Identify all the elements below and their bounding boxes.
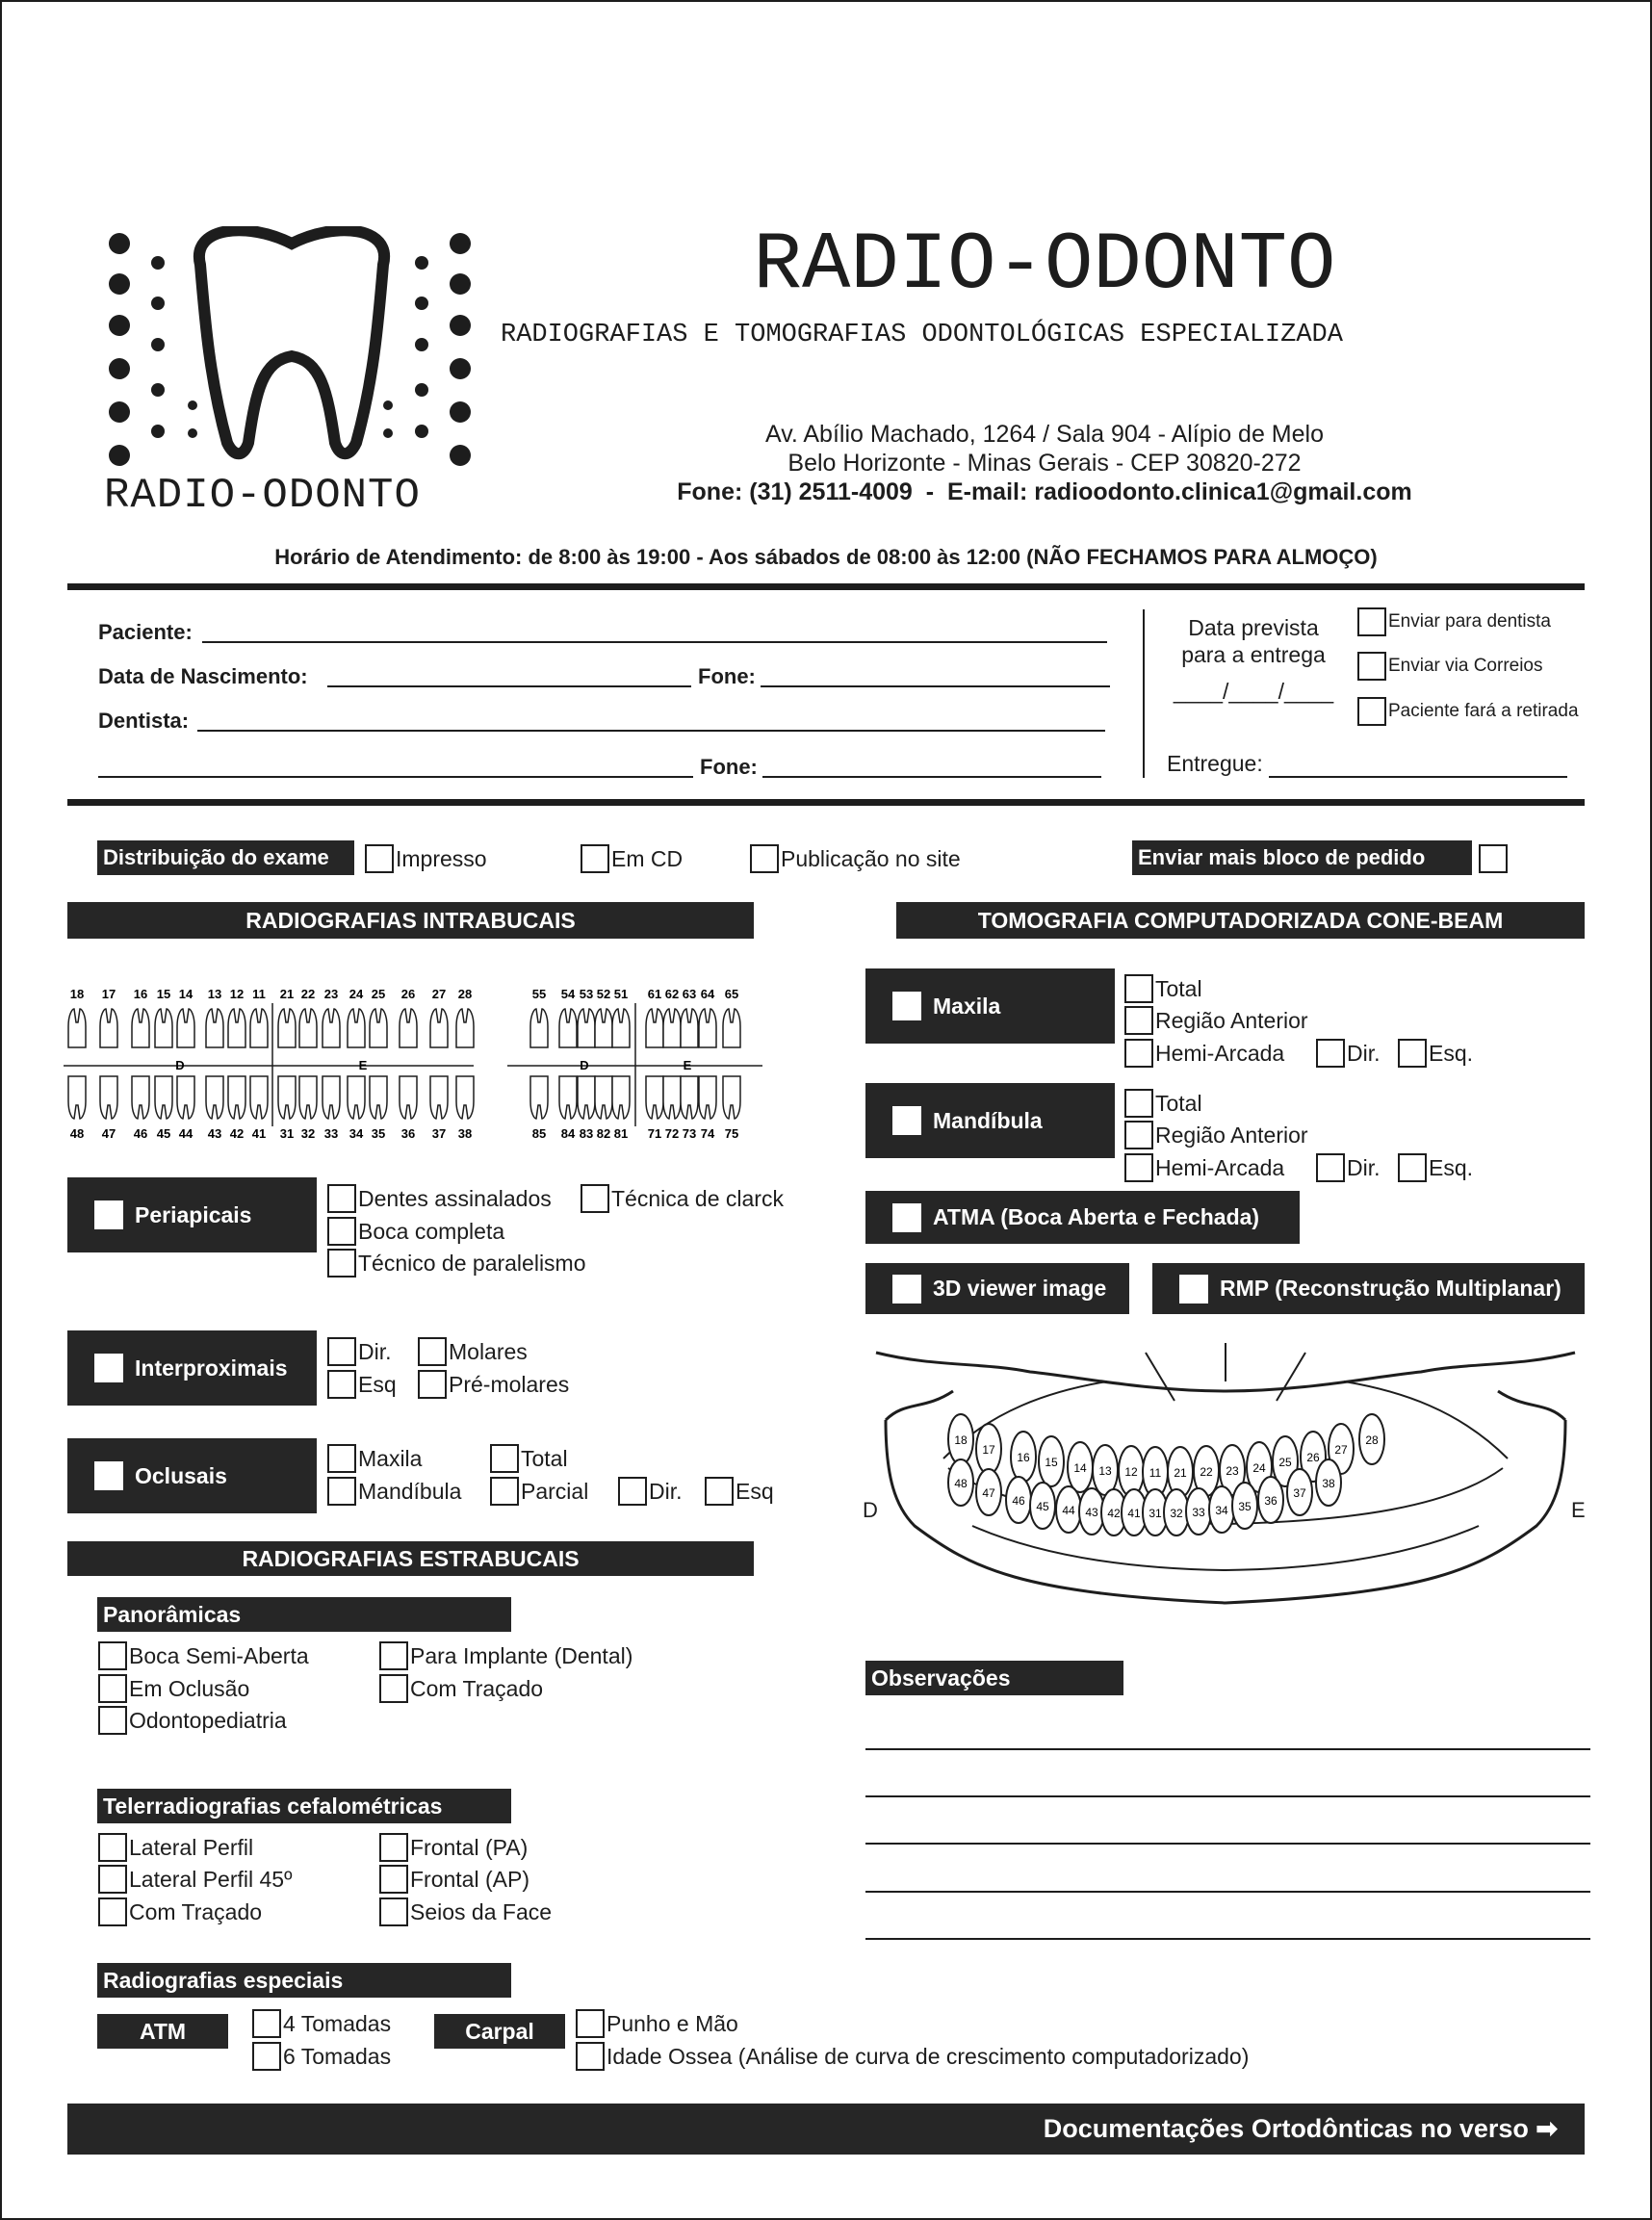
tooth-11[interactable] bbox=[250, 1009, 268, 1047]
address-line-2: Belo Horizonte - Minas Gerais - CEP 30820-272 bbox=[787, 450, 1302, 477]
panoramicas-label: Panorâmicas bbox=[97, 1597, 511, 1632]
pano-lower-tooth-label-46: 46 bbox=[1012, 1494, 1025, 1508]
option-maxila-hemi-arcada[interactable]: Hemi-Arcada bbox=[1124, 1039, 1284, 1068]
checkbox[interactable] bbox=[576, 2042, 605, 2071]
tooth-number-26: 26 bbox=[400, 987, 416, 1001]
tooth-number-23: 23 bbox=[323, 987, 339, 1001]
pano-upper-tooth-label-14: 14 bbox=[1073, 1461, 1087, 1475]
dec-side-e: E bbox=[683, 1058, 692, 1072]
tooth-64[interactable] bbox=[699, 1009, 716, 1047]
option-4-tomadas[interactable]: 4 Tomadas bbox=[252, 2009, 391, 2038]
interproximais-box[interactable]: Interproximais bbox=[67, 1330, 317, 1406]
divider-middle bbox=[67, 799, 1585, 806]
tooth-number-62: 62 bbox=[664, 987, 680, 1001]
tooth-62[interactable] bbox=[663, 1009, 681, 1047]
tooth-37[interactable] bbox=[430, 1076, 448, 1119]
tooth-81[interactable] bbox=[612, 1076, 630, 1119]
tooth-number-64: 64 bbox=[700, 987, 715, 1001]
tooth-number-47: 47 bbox=[101, 1126, 116, 1141]
checkbox[interactable] bbox=[98, 1865, 127, 1894]
checkbox[interactable] bbox=[327, 1370, 356, 1399]
oclusais-box[interactable]: Oclusais bbox=[67, 1438, 317, 1513]
mandibula-box[interactable]: Mandíbula bbox=[865, 1083, 1115, 1158]
checkbox[interactable] bbox=[892, 1275, 921, 1304]
rmp-box[interactable]: RMP (Reconstrução Multiplanar) bbox=[1152, 1263, 1585, 1314]
tooth-number-65: 65 bbox=[724, 987, 739, 1001]
pano-upper-tooth-label-27: 27 bbox=[1334, 1443, 1348, 1457]
option-odontopediatria[interactable]: Odontopediatria bbox=[98, 1706, 287, 1735]
tooth-35[interactable] bbox=[370, 1076, 387, 1119]
tooth-number-46: 46 bbox=[133, 1126, 148, 1141]
checkbox[interactable] bbox=[98, 1897, 127, 1926]
checkbox[interactable] bbox=[365, 844, 394, 873]
option-paralelismo[interactable]: Técnico de paralelismo bbox=[327, 1249, 586, 1278]
dentista-label: Dentista: bbox=[98, 709, 190, 733]
tooth-number-53: 53 bbox=[579, 987, 594, 1001]
pano-upper-tooth-label-28: 28 bbox=[1365, 1433, 1379, 1447]
fone-field[interactable] bbox=[761, 660, 1110, 687]
option-para-implante[interactable]: Para Implante (Dental) bbox=[379, 1641, 632, 1670]
especiais-label: Radiografias especiais bbox=[97, 1963, 511, 1998]
obs-line-1[interactable] bbox=[865, 1723, 1590, 1750]
tooth-number-54: 54 bbox=[560, 987, 576, 1001]
checkbox[interactable] bbox=[379, 1641, 408, 1670]
checkbox[interactable] bbox=[1124, 1039, 1153, 1068]
tooth-31[interactable] bbox=[278, 1076, 296, 1119]
pano-lower-tooth-label-41: 41 bbox=[1127, 1507, 1141, 1520]
observacoes-label: Observações bbox=[865, 1661, 1123, 1695]
pano-upper-tooth-label-18: 18 bbox=[954, 1433, 968, 1447]
option-oclusal-esq[interactable]: Esq bbox=[705, 1477, 774, 1506]
tooth-23[interactable] bbox=[323, 1009, 340, 1047]
tooth-74[interactable] bbox=[699, 1076, 716, 1119]
checkbox[interactable] bbox=[252, 2009, 281, 2038]
tooth-21[interactable] bbox=[278, 1009, 296, 1047]
checkbox[interactable] bbox=[98, 1674, 127, 1703]
delivery-title-2: para a entrega bbox=[1181, 642, 1326, 667]
pano-upper-tooth-label-22: 22 bbox=[1200, 1465, 1213, 1479]
checkbox[interactable] bbox=[1398, 1153, 1427, 1182]
checkbox[interactable] bbox=[581, 844, 609, 873]
dentista-field[interactable] bbox=[197, 705, 1105, 732]
tooth-24[interactable] bbox=[348, 1009, 365, 1047]
option-dentes-assinalados[interactable]: Dentes assinalados bbox=[327, 1184, 552, 1213]
option-mandibula-total[interactable]: Total bbox=[1124, 1089, 1202, 1118]
tooth-48[interactable] bbox=[68, 1076, 86, 1119]
tooth-number-73: 73 bbox=[682, 1126, 697, 1141]
vertical-divider bbox=[1143, 609, 1145, 778]
footer-bar bbox=[67, 2104, 1585, 2155]
option-more-requests[interactable] bbox=[1479, 844, 1510, 873]
tooth-number-83: 83 bbox=[579, 1126, 594, 1141]
option-oclusal-maxila[interactable]: Maxila bbox=[327, 1444, 422, 1473]
checkbox[interactable] bbox=[1124, 1121, 1153, 1149]
pano-upper-tooth-label-11: 11 bbox=[1149, 1466, 1162, 1480]
tooth-16[interactable] bbox=[132, 1009, 149, 1047]
option-idade-ossea[interactable]: Idade Ossea (Análise de curva de crescimento computadorizado) bbox=[576, 2042, 1249, 2071]
pano-upper-tooth-label-17: 17 bbox=[982, 1443, 995, 1457]
perm-side-e: E bbox=[358, 1058, 368, 1072]
pano-lower-tooth-label-33: 33 bbox=[1192, 1506, 1205, 1519]
checkbox[interactable] bbox=[581, 1184, 609, 1213]
tooth-71[interactable] bbox=[646, 1076, 663, 1119]
option-pano-com-tracado[interactable]: Com Traçado bbox=[379, 1674, 543, 1703]
option-tele-com-tracado[interactable]: Com Traçado bbox=[98, 1897, 262, 1926]
tooth-34[interactable] bbox=[348, 1076, 365, 1119]
paciente-label: Paciente: bbox=[98, 620, 193, 644]
pano-upper-tooth-label-12: 12 bbox=[1124, 1465, 1138, 1479]
option-pre-molares[interactable]: Pré-molares bbox=[418, 1370, 569, 1399]
tooth-number-27: 27 bbox=[431, 987, 447, 1001]
brand-name: RADIO-ODONTO bbox=[753, 220, 1336, 312]
tooth-75[interactable] bbox=[723, 1076, 740, 1119]
tooth-number-44: 44 bbox=[178, 1126, 194, 1141]
tooth-38[interactable] bbox=[456, 1076, 474, 1119]
tooth-number-14: 14 bbox=[178, 987, 194, 1001]
tooth-number-16: 16 bbox=[133, 987, 148, 1001]
option-molares[interactable]: Molares bbox=[418, 1337, 528, 1366]
pano-lower-tooth-label-42: 42 bbox=[1107, 1507, 1121, 1520]
distribution-label: Distribuição do exame bbox=[97, 840, 354, 875]
checkbox[interactable] bbox=[327, 1217, 356, 1246]
checkbox[interactable] bbox=[576, 2009, 605, 2038]
pano-upper-tooth-label-26: 26 bbox=[1306, 1451, 1320, 1464]
tooth-number-42: 42 bbox=[229, 1126, 245, 1141]
tooth-47[interactable] bbox=[100, 1076, 117, 1119]
option-lateral-perfil[interactable]: Lateral Perfil bbox=[98, 1833, 253, 1862]
option-oclusal-parcial[interactable]: Parcial bbox=[490, 1477, 588, 1506]
option-tecnica-clarck[interactable]: Técnica de clarck bbox=[581, 1184, 784, 1213]
tooth-51[interactable] bbox=[612, 1009, 630, 1047]
tooth-61[interactable] bbox=[646, 1009, 663, 1047]
tooth-chart[interactable] bbox=[60, 982, 772, 1146]
tooth-number-13: 13 bbox=[207, 987, 222, 1001]
checkbox[interactable] bbox=[1179, 1275, 1208, 1304]
option-lateral-perfil-45[interactable]: Lateral Perfil 45º bbox=[98, 1865, 293, 1894]
pano-lower-tooth-label-48: 48 bbox=[954, 1477, 968, 1490]
tooth-number-34: 34 bbox=[348, 1126, 364, 1141]
tooth-number-22: 22 bbox=[300, 987, 316, 1001]
tooth-number-41: 41 bbox=[251, 1126, 267, 1141]
option-seios-face[interactable]: Seios da Face bbox=[379, 1897, 552, 1926]
tooth-number-24: 24 bbox=[348, 987, 364, 1001]
pano-lower-tooth-label-37: 37 bbox=[1293, 1486, 1306, 1500]
tooth-55[interactable] bbox=[530, 1009, 548, 1047]
tooth-65[interactable] bbox=[723, 1009, 740, 1047]
option-punho-mao[interactable]: Punho e Mão bbox=[576, 2009, 738, 2038]
tooth-82[interactable] bbox=[595, 1076, 612, 1119]
obs-line-3[interactable] bbox=[865, 1818, 1590, 1845]
tooth-number-71: 71 bbox=[647, 1126, 662, 1141]
checkbox[interactable] bbox=[892, 1106, 921, 1135]
pano-upper-tooth-label-23: 23 bbox=[1226, 1464, 1239, 1478]
checkbox[interactable] bbox=[618, 1477, 647, 1506]
entregue-field[interactable] bbox=[1269, 751, 1567, 778]
pano-upper-tooth-label-13: 13 bbox=[1098, 1464, 1112, 1478]
address-line-1: Av. Abílio Machado, 1264 / Sala 904 - Alípio de Melo bbox=[764, 421, 1324, 448]
pano-side-e: E bbox=[1571, 1498, 1586, 1522]
obs-line-4[interactable] bbox=[865, 1866, 1590, 1893]
checkbox[interactable] bbox=[379, 1865, 408, 1894]
option-em-oclusao[interactable]: Em Oclusão bbox=[98, 1674, 249, 1703]
tooth-number-72: 72 bbox=[664, 1126, 680, 1141]
checkbox[interactable] bbox=[379, 1674, 408, 1703]
tooth-number-74: 74 bbox=[700, 1126, 715, 1141]
tooth-73[interactable] bbox=[681, 1076, 698, 1119]
pano-upper-tooth-label-24: 24 bbox=[1252, 1461, 1266, 1475]
checkbox[interactable] bbox=[490, 1444, 519, 1473]
pano-lower-tooth-label-32: 32 bbox=[1170, 1507, 1183, 1520]
option-impresso[interactable]: Impresso bbox=[365, 844, 487, 873]
estrabucais-header: RADIOGRAFIAS ESTRABUCAIS bbox=[67, 1541, 754, 1576]
tooth-number-63: 63 bbox=[682, 987, 697, 1001]
checkbox[interactable] bbox=[94, 1200, 123, 1229]
brand-tagline: RADIOGRAFIAS E TOMOGRAFIAS ODONTOLÓGICAS ESPECIALIZADA bbox=[501, 321, 1343, 349]
tooth-26[interactable] bbox=[400, 1009, 417, 1047]
tooth-28[interactable] bbox=[456, 1009, 474, 1047]
option-6-tomadas[interactable]: 6 Tomadas bbox=[252, 2042, 391, 2071]
tooth-27[interactable] bbox=[430, 1009, 448, 1047]
tooth-number-37: 37 bbox=[431, 1126, 447, 1141]
checkbox[interactable] bbox=[327, 1249, 356, 1278]
option-mandibula-regiao-anterior[interactable]: Região Anterior bbox=[1124, 1121, 1308, 1149]
pano-lower-tooth-label-35: 35 bbox=[1238, 1500, 1252, 1513]
checkbox[interactable] bbox=[1357, 607, 1386, 636]
pano-lower-tooth-label-47: 47 bbox=[982, 1486, 995, 1500]
checkbox[interactable] bbox=[327, 1337, 356, 1366]
carpal-label: Carpal bbox=[434, 2014, 565, 2049]
entregue-label: Entregue: bbox=[1167, 751, 1263, 776]
tooth-number-51: 51 bbox=[613, 987, 629, 1001]
tooth-number-48: 48 bbox=[69, 1126, 85, 1141]
checkbox[interactable] bbox=[1316, 1153, 1345, 1182]
tooth-number-85: 85 bbox=[531, 1126, 547, 1141]
tooth-43[interactable] bbox=[206, 1076, 223, 1119]
tooth-83[interactable] bbox=[578, 1076, 595, 1119]
tooth-14[interactable] bbox=[177, 1009, 194, 1047]
pano-lower-tooth-label-43: 43 bbox=[1085, 1506, 1098, 1519]
checkbox[interactable] bbox=[94, 1354, 123, 1382]
periapicais-box[interactable]: Periapicais bbox=[67, 1177, 317, 1252]
checkbox[interactable] bbox=[94, 1461, 123, 1490]
checkbox[interactable] bbox=[418, 1370, 447, 1399]
tooth-number-82: 82 bbox=[596, 1126, 611, 1141]
checkbox[interactable] bbox=[1357, 652, 1386, 681]
tooth-53[interactable] bbox=[578, 1009, 595, 1047]
footer-text: Documentações Ortodônticas no verso ➡ bbox=[1043, 2114, 1558, 2143]
option-oclusal-mandibula[interactable]: Mandíbula bbox=[327, 1477, 461, 1506]
checkbox[interactable] bbox=[1398, 1039, 1427, 1068]
logo-text: RADIO-ODONTO bbox=[104, 472, 421, 520]
option-maxila-dir[interactable]: Dir. bbox=[1316, 1039, 1381, 1068]
option-mandibula-dir[interactable]: Dir. bbox=[1316, 1153, 1381, 1182]
checkbox[interactable] bbox=[379, 1897, 408, 1926]
option-enviar-dentista[interactable]: Enviar para dentista bbox=[1357, 607, 1551, 636]
checkbox[interactable] bbox=[98, 1706, 127, 1735]
obs-line-5[interactable] bbox=[865, 1913, 1590, 1940]
option-publicacao[interactable]: Publicação no site bbox=[750, 844, 961, 873]
tooth-46[interactable] bbox=[132, 1076, 149, 1119]
option-interprox-dir[interactable]: Dir. bbox=[327, 1337, 392, 1366]
tooth-18[interactable] bbox=[68, 1009, 86, 1047]
option-maxila-esq[interactable]: Esq. bbox=[1398, 1039, 1473, 1068]
tooth-44[interactable] bbox=[177, 1076, 194, 1119]
checkbox[interactable] bbox=[327, 1444, 356, 1473]
tooth-number-43: 43 bbox=[207, 1126, 222, 1141]
nascimento-label: Data de Nascimento: bbox=[98, 664, 308, 688]
pano-lower-tooth-label-34: 34 bbox=[1215, 1504, 1228, 1517]
pano-lower-tooth-label-38: 38 bbox=[1322, 1477, 1335, 1490]
option-interprox-esq[interactable]: Esq bbox=[327, 1370, 397, 1399]
option-maxila-regiao-anterior[interactable]: Região Anterior bbox=[1124, 1006, 1308, 1035]
option-em-cd[interactable]: Em CD bbox=[581, 844, 683, 873]
delivery-title-1: Data prevista bbox=[1188, 615, 1319, 640]
option-mandibula-esq[interactable]: Esq. bbox=[1398, 1153, 1473, 1182]
fone2-field[interactable] bbox=[762, 751, 1101, 778]
tooth-72[interactable] bbox=[663, 1076, 681, 1119]
checkbox[interactable] bbox=[1124, 1089, 1153, 1118]
pano-side-d: D bbox=[863, 1498, 878, 1522]
tooth-number-15: 15 bbox=[156, 987, 171, 1001]
option-oclusal-total[interactable]: Total bbox=[490, 1444, 568, 1473]
checkbox[interactable] bbox=[1357, 697, 1386, 726]
tooth-number-61: 61 bbox=[647, 987, 662, 1001]
tooth-number-32: 32 bbox=[300, 1126, 316, 1141]
phone-email: Fone: (31) 2511-4009 - E-mail: radioodonto.clinica1@gmail.com bbox=[677, 478, 1412, 505]
maxila-box[interactable]: Maxila bbox=[865, 968, 1115, 1044]
option-oclusal-dir[interactable]: Dir. bbox=[618, 1477, 683, 1506]
tooth-17[interactable] bbox=[100, 1009, 117, 1047]
tooth-85[interactable] bbox=[530, 1076, 548, 1119]
checkbox[interactable] bbox=[1479, 844, 1508, 873]
checkbox[interactable] bbox=[1124, 1006, 1153, 1035]
paciente-field[interactable] bbox=[202, 616, 1107, 643]
tooth-number-84: 84 bbox=[560, 1126, 576, 1141]
option-boca-semi-aberta[interactable]: Boca Semi-Aberta bbox=[98, 1641, 309, 1670]
pano-upper-tooth-label-25: 25 bbox=[1278, 1456, 1292, 1469]
pano-upper-tooth-label-15: 15 bbox=[1045, 1456, 1058, 1469]
checkbox[interactable] bbox=[418, 1337, 447, 1366]
pano-upper-tooth-label-21: 21 bbox=[1174, 1466, 1187, 1480]
tooth-36[interactable] bbox=[400, 1076, 417, 1119]
option-frontal-ap[interactable]: Frontal (AP) bbox=[379, 1865, 529, 1894]
tooth-63[interactable] bbox=[681, 1009, 698, 1047]
tooth-32[interactable] bbox=[299, 1076, 317, 1119]
checkbox[interactable] bbox=[98, 1833, 127, 1862]
delivery-date-field[interactable]: ____/____/____ bbox=[1173, 679, 1334, 704]
tooth-41[interactable] bbox=[250, 1076, 268, 1119]
dentista-extra-field[interactable] bbox=[98, 751, 693, 778]
checkbox[interactable] bbox=[1316, 1039, 1345, 1068]
option-mandibula-hemi-arcada[interactable]: Hemi-Arcada bbox=[1124, 1153, 1284, 1182]
option-paciente-retirada[interactable]: Paciente fará a retirada bbox=[1357, 697, 1579, 726]
tooth-52[interactable] bbox=[595, 1009, 612, 1047]
fone-label: Fone: bbox=[698, 664, 756, 688]
checkbox[interactable] bbox=[252, 2042, 281, 2071]
tooth-number-25: 25 bbox=[371, 987, 386, 1001]
perm-side-d: D bbox=[175, 1058, 185, 1072]
more-requests-label: Enviar mais bloco de pedido bbox=[1132, 840, 1472, 875]
panoramic-jaw-diagram[interactable] bbox=[857, 1333, 1594, 1622]
tooth-54[interactable] bbox=[559, 1009, 577, 1047]
tele-label: Telerradiografias cefalométricas bbox=[97, 1789, 511, 1823]
tooth-25[interactable] bbox=[370, 1009, 387, 1047]
nascimento-field[interactable] bbox=[327, 660, 691, 687]
tooth-number-45: 45 bbox=[156, 1126, 171, 1141]
viewer-box[interactable]: 3D viewer image bbox=[865, 1263, 1129, 1314]
tooth-45[interactable] bbox=[155, 1076, 172, 1119]
pano-lower-tooth-label-45: 45 bbox=[1036, 1500, 1049, 1513]
tooth-number-36: 36 bbox=[400, 1126, 416, 1141]
checkbox[interactable] bbox=[1124, 1153, 1153, 1182]
option-frontal-pa[interactable]: Frontal (PA) bbox=[379, 1833, 528, 1862]
intrabucais-header: RADIOGRAFIAS INTRABUCAIS bbox=[67, 902, 754, 939]
dec-side-d: D bbox=[580, 1058, 589, 1072]
checkbox[interactable] bbox=[490, 1477, 519, 1506]
tooth-number-28: 28 bbox=[457, 987, 473, 1001]
tooth-number-38: 38 bbox=[457, 1126, 473, 1141]
tooth-15[interactable] bbox=[155, 1009, 172, 1047]
option-maxila-total[interactable]: Total bbox=[1124, 974, 1202, 1003]
tooth-number-35: 35 bbox=[371, 1126, 386, 1141]
pano-lower-tooth-label-36: 36 bbox=[1264, 1494, 1278, 1508]
checkbox[interactable] bbox=[379, 1833, 408, 1862]
tooth-number-75: 75 bbox=[724, 1126, 739, 1141]
tooth-number-33: 33 bbox=[323, 1126, 339, 1141]
tooth-42[interactable] bbox=[228, 1076, 245, 1119]
checkbox[interactable] bbox=[98, 1641, 127, 1670]
tooth-number-81: 81 bbox=[613, 1126, 629, 1141]
checkbox[interactable] bbox=[327, 1477, 356, 1506]
tooth-12[interactable] bbox=[228, 1009, 245, 1047]
tooth-22[interactable] bbox=[299, 1009, 317, 1047]
tooth-number-18: 18 bbox=[69, 987, 85, 1001]
tooth-number-21: 21 bbox=[279, 987, 295, 1001]
tooth-33[interactable] bbox=[323, 1076, 340, 1119]
atma-box[interactable]: ATMA (Boca Aberta e Fechada) bbox=[865, 1191, 1300, 1244]
tooth-number-11: 11 bbox=[252, 987, 266, 1001]
atm-label: ATM bbox=[97, 2014, 228, 2049]
tooth-13[interactable] bbox=[206, 1009, 223, 1047]
checkbox[interactable] bbox=[750, 844, 779, 873]
fone2-label: Fone: bbox=[700, 755, 758, 779]
option-boca-completa[interactable]: Boca completa bbox=[327, 1217, 504, 1246]
checkbox[interactable] bbox=[892, 1203, 921, 1232]
tooth-number-31: 31 bbox=[279, 1126, 295, 1141]
tooth-number-55: 55 bbox=[531, 987, 547, 1001]
pano-upper-tooth-label-16: 16 bbox=[1017, 1451, 1030, 1464]
opening-hours: Horário de Atendimento: de 8:00 às 19:00 - Aos sábados de 08:00 às 12:00 (NÃO FECHAMOS PARA ALMOÇO) bbox=[274, 545, 1378, 569]
checkbox[interactable] bbox=[705, 1477, 734, 1506]
tooth-number-17: 17 bbox=[101, 987, 116, 1001]
option-enviar-correios[interactable]: Enviar via Correios bbox=[1357, 652, 1543, 681]
tooth-84[interactable] bbox=[559, 1076, 577, 1119]
checkbox[interactable] bbox=[327, 1184, 356, 1213]
pano-lower-tooth-label-44: 44 bbox=[1062, 1504, 1075, 1517]
divider-top bbox=[67, 583, 1585, 590]
pano-lower-tooth-label-31: 31 bbox=[1149, 1507, 1162, 1520]
obs-line-2[interactable] bbox=[865, 1770, 1590, 1797]
tooth-number-52: 52 bbox=[596, 987, 611, 1001]
cone-beam-header: TOMOGRAFIA COMPUTADORIZADA CONE-BEAM bbox=[896, 902, 1585, 939]
checkbox[interactable] bbox=[892, 992, 921, 1020]
checkbox[interactable] bbox=[1124, 974, 1153, 1003]
tooth-number-12: 12 bbox=[229, 987, 245, 1001]
